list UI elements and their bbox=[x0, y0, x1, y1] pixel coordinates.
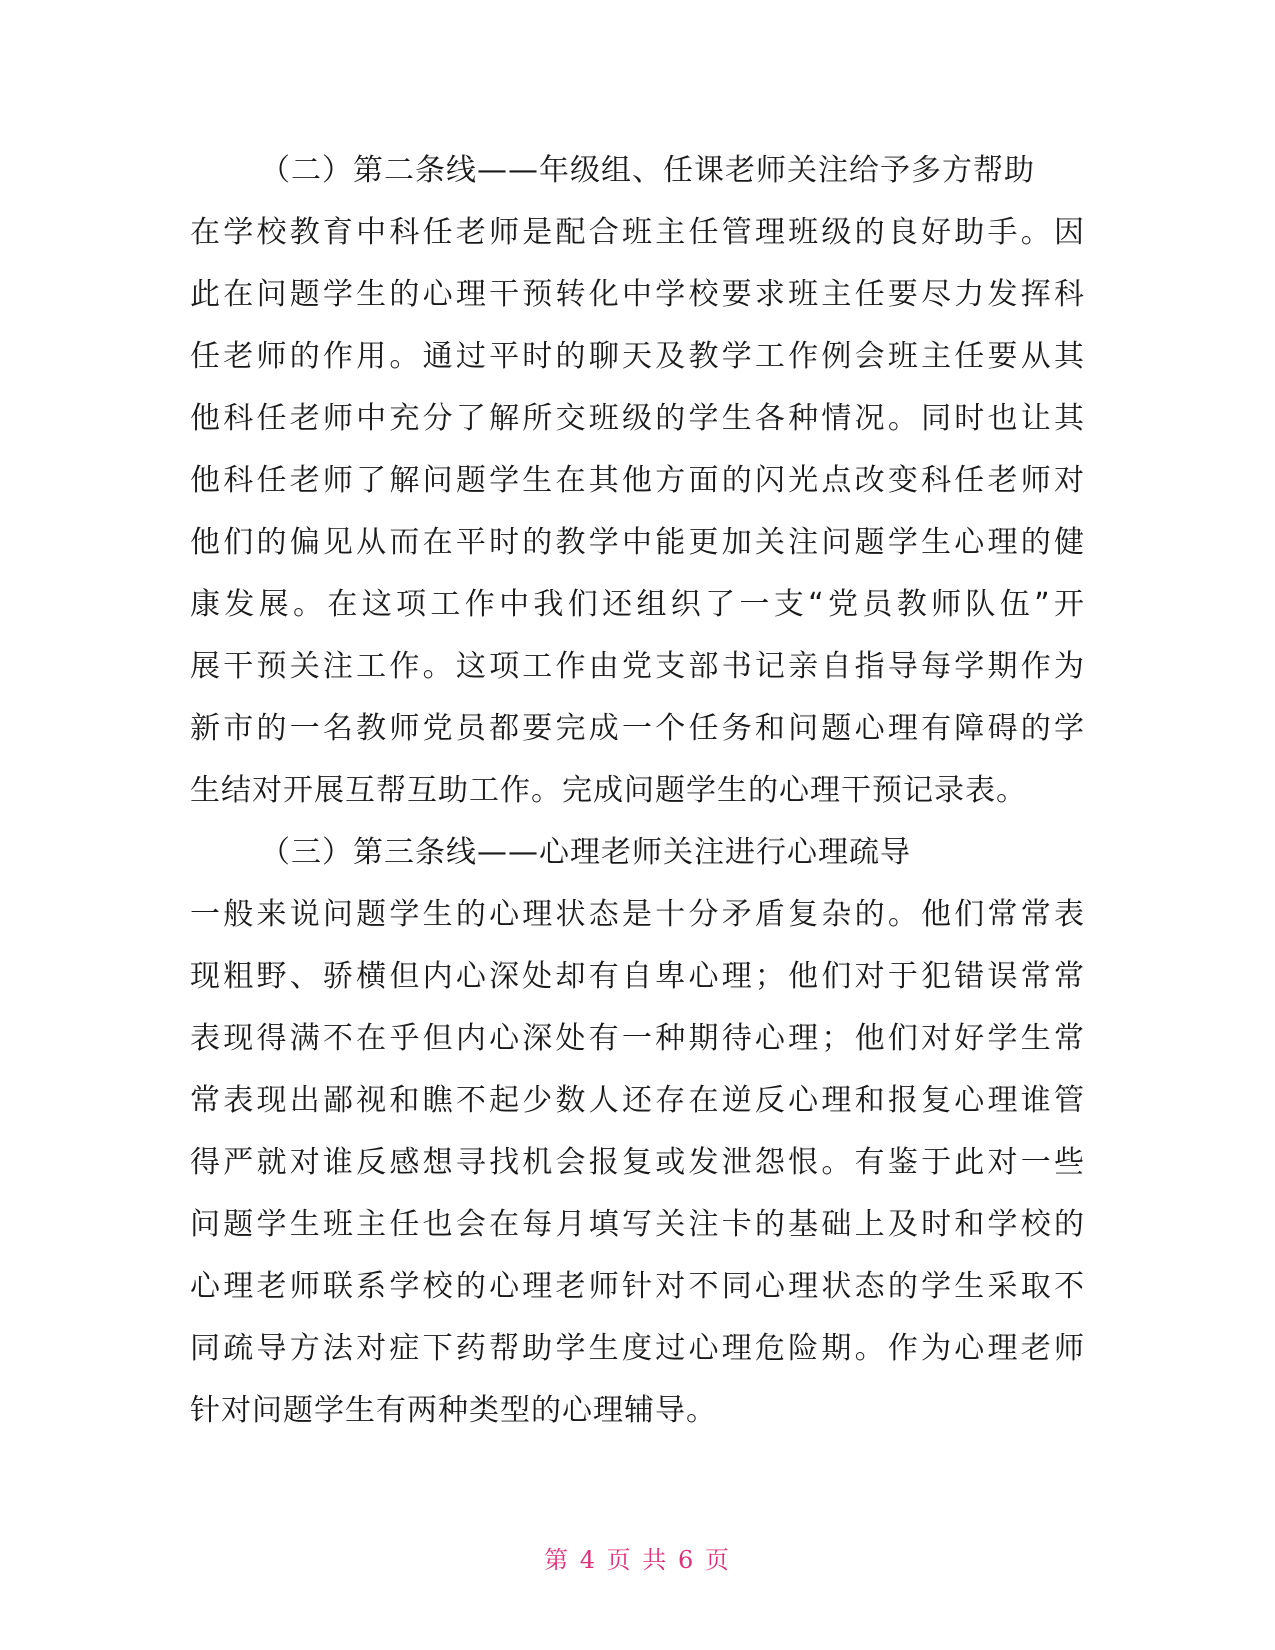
paragraph-line: 展干预关注工作。这项工作由党支部书记亲自指导每学期作为 bbox=[190, 649, 1085, 684]
paragraph-line: 表现得满不在乎但内心深处有一种期待心理；他们对好学生常 bbox=[190, 1021, 1085, 1056]
paragraph-line: 生结对开展互帮互助工作。完成问题学生的心理干预记录表。 bbox=[190, 773, 1027, 808]
section-heading-3: （三）第三条线——心理老师关注进行心理疏导 bbox=[260, 835, 911, 870]
paragraph-line: 新市的一名教师党员都要完成一个任务和问题心理有障碍的学 bbox=[190, 711, 1085, 746]
paragraph-line: 问题学生班主任也会在每月填写关注卡的基础上及时和学校的 bbox=[190, 1207, 1085, 1242]
document-body bbox=[190, 140, 1085, 1442]
paragraph-line: 得严就对谁反感想寻找机会报复或发泄怨恨。有鉴于此对一些 bbox=[190, 1145, 1085, 1180]
paragraph-line: 他科任老师中充分了解所交班级的学生各种情况。同时也让其 bbox=[190, 401, 1085, 436]
paragraph-line: 同疏导方法对症下药帮助学生度过心理危险期。作为心理老师 bbox=[190, 1331, 1085, 1366]
paragraph-line: 康发展。在这项工作中我们还组织了一支“党员教师队伍”开 bbox=[190, 587, 1085, 622]
paragraph-line: 现粗野、骄横但内心深处却有自卑心理；他们对于犯错误常常 bbox=[190, 959, 1085, 994]
page-number-footer: 第 4 页 共 6 页 bbox=[544, 1546, 731, 1574]
paragraph-line: 常表现出鄙视和瞧不起少数人还存在逆反心理和报复心理谁管 bbox=[190, 1083, 1085, 1118]
section-heading-2: （二）第二条线——年级组、任课老师关注给予多方帮助 bbox=[260, 153, 1035, 188]
paragraph-line: 他科任老师了解问题学生在其他方面的闪光点改变科任老师对 bbox=[190, 463, 1085, 498]
paragraph-line: 任老师的作用。通过平时的聊天及教学工作例会班主任要从其 bbox=[190, 339, 1085, 374]
paragraph-line: 针对问题学生有两种类型的心理辅导。 bbox=[190, 1393, 717, 1428]
paragraph-line: 心理老师联系学校的心理老师针对不同心理状态的学生采取不 bbox=[190, 1269, 1085, 1304]
paragraph-line: 一般来说问题学生的心理状态是十分矛盾复杂的。他们常常表 bbox=[190, 897, 1085, 932]
paragraph-line: 此在问题学生的心理干预转化中学校要求班主任要尽力发挥科 bbox=[190, 277, 1085, 312]
paragraph-line: 他们的偏见从而在平时的教学中能更加关注问题学生心理的健 bbox=[190, 525, 1085, 560]
paragraph-line: 在学校教育中科任老师是配合班主任管理班级的良好助手。因 bbox=[190, 215, 1085, 250]
